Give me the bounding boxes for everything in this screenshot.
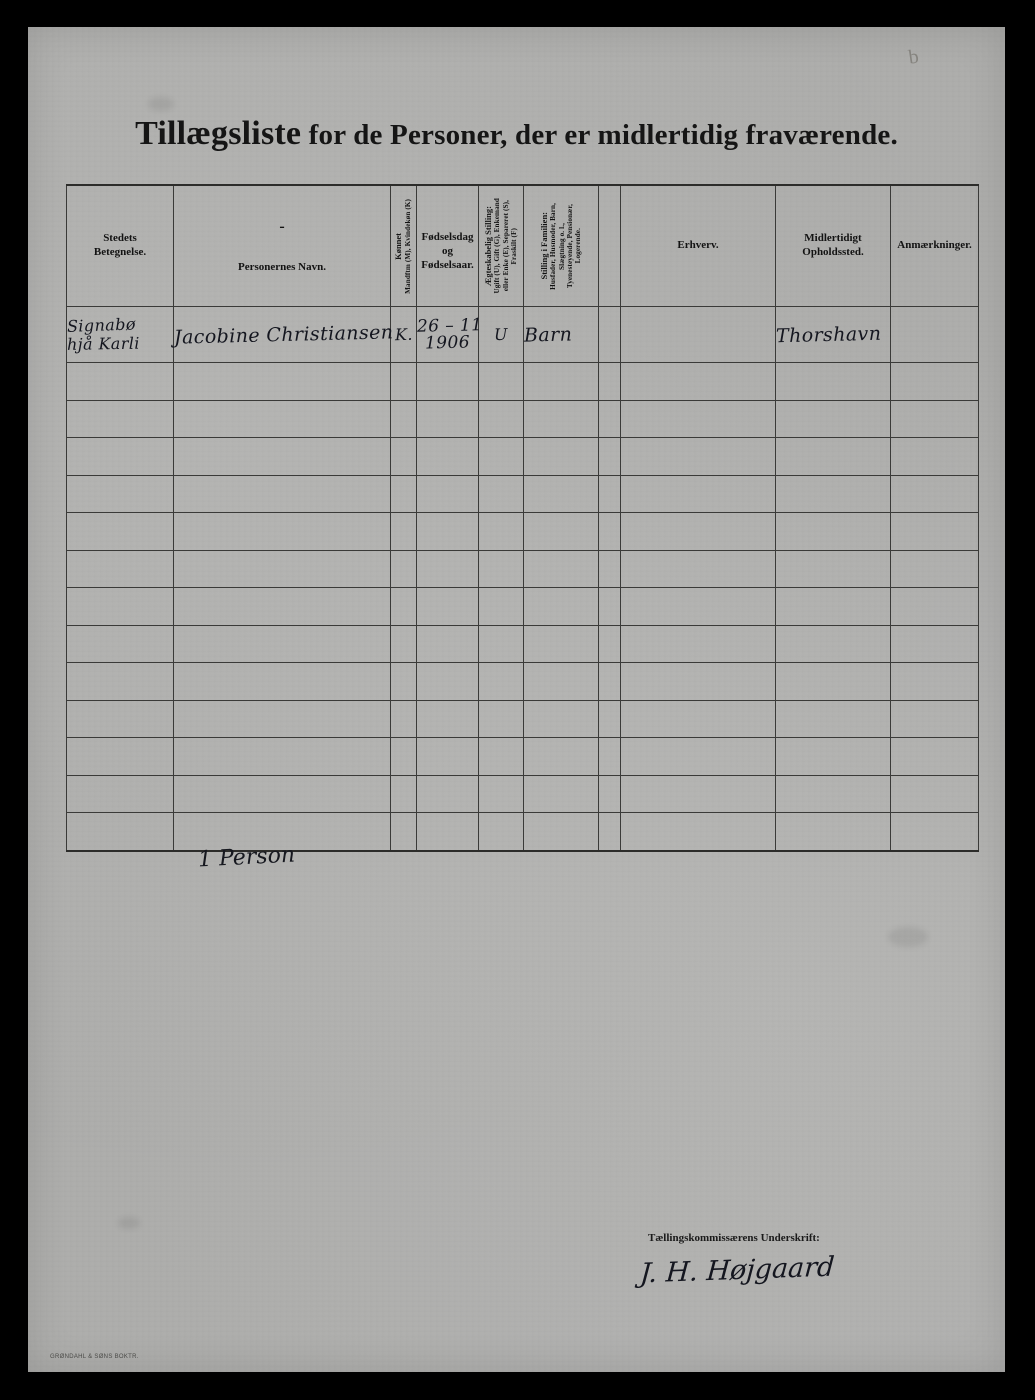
table-row[interactable] (67, 550, 979, 588)
persons-table (66, 184, 979, 852)
cell-place[interactable] (67, 475, 174, 513)
cell-sex-text: K. (394, 324, 413, 344)
cell-name[interactable] (174, 513, 391, 551)
column-header-remarks: Anmærkninger. (891, 185, 979, 307)
cell-name[interactable] (174, 775, 391, 813)
page-title-sub: for de Personer, der er midlertidig fraværende. (301, 119, 898, 151)
column-header-residence (776, 185, 891, 307)
cell-residence[interactable] (776, 438, 891, 476)
column-header-residence-line1: Midlertidigt (804, 232, 862, 245)
cell-remarks[interactable] (891, 400, 979, 438)
column-header-residence-line2: Opholdssted. (802, 246, 864, 258)
cell-occupation[interactable] (621, 700, 776, 738)
cell-residence[interactable] (776, 588, 891, 626)
paper-smudge (118, 1217, 140, 1229)
printer-imprint: GRØNDAHL & SØNS BOKTR. (50, 1354, 139, 1360)
cell-sex[interactable] (391, 775, 417, 813)
cell-birthdate[interactable] (417, 438, 479, 476)
column-header-family-line5: Logerende. (574, 228, 583, 264)
cell-place[interactable] (67, 700, 174, 738)
cell-birthdate[interactable] (417, 550, 479, 588)
cell-birthdate[interactable] (417, 663, 479, 701)
cell-marital[interactable] (479, 550, 524, 588)
cell-family[interactable] (524, 363, 599, 401)
cell-spacer (599, 700, 621, 738)
cell-name[interactable] (174, 550, 391, 588)
table-row[interactable] (67, 475, 979, 513)
cell-family[interactable] (524, 775, 599, 813)
cell-spacer (599, 663, 621, 701)
cell-family-text: Barn (523, 322, 573, 347)
cell-name[interactable] (174, 700, 391, 738)
cell-birth-day: 26 – 11 (416, 314, 483, 337)
cell-occupation[interactable] (621, 738, 776, 776)
cell-residence[interactable] (776, 625, 891, 663)
cell-sex[interactable] (391, 438, 417, 476)
column-header-name-dash: - (279, 218, 285, 236)
cell-marital[interactable] (479, 775, 524, 813)
cell-remarks[interactable] (891, 700, 979, 738)
cell-remarks[interactable] (891, 307, 979, 363)
person-count-annotation: 1 Person (197, 842, 296, 873)
cell-marital[interactable] (479, 738, 524, 776)
table-row[interactable] (67, 738, 979, 776)
cell-spacer (599, 438, 621, 476)
column-header-name-label: Personernes Navn. (238, 261, 326, 274)
cell-remarks[interactable] (891, 438, 979, 476)
cell-place-line1: Signabø (66, 314, 137, 336)
cell-spacer (599, 513, 621, 551)
cell-occupation[interactable] (621, 513, 776, 551)
cell-family[interactable] (524, 400, 599, 438)
cell-residence[interactable] (776, 700, 891, 738)
cell-name[interactable] (173, 307, 394, 363)
column-header-birth-line3: Fødselsaar. (421, 258, 474, 271)
cell-name[interactable] (174, 363, 391, 401)
cell-marital[interactable] (479, 663, 524, 701)
cell-occupation[interactable] (621, 363, 776, 401)
cell-birthdate[interactable] (417, 775, 479, 813)
column-header-spacer (599, 185, 621, 307)
cell-remarks[interactable] (891, 550, 979, 588)
cell-birthdate[interactable] (417, 625, 479, 663)
table-row[interactable] (67, 813, 979, 851)
table-row[interactable] (67, 513, 979, 551)
cell-sex[interactable] (391, 738, 417, 776)
table-row[interactable] (67, 625, 979, 663)
column-header-sex (391, 185, 417, 307)
cell-sex[interactable] (391, 588, 417, 626)
cell-occupation[interactable] (621, 588, 776, 626)
page-title (28, 115, 1005, 153)
cell-family[interactable] (524, 588, 599, 626)
cell-name[interactable] (174, 475, 391, 513)
cell-occupation[interactable] (621, 438, 776, 476)
column-header-marital-line1: Ægteskabelig Stilling: (482, 205, 493, 287)
column-header-place (67, 185, 174, 307)
persons-table-container (66, 184, 978, 839)
cell-marital[interactable] (479, 438, 524, 476)
cell-occupation[interactable] (621, 550, 776, 588)
cell-remarks[interactable] (891, 588, 979, 626)
table-row[interactable] (67, 700, 979, 738)
cell-residence[interactable] (776, 307, 891, 363)
cell-place[interactable] (67, 550, 174, 588)
cell-family[interactable] (524, 438, 599, 476)
cell-residence[interactable] (776, 475, 891, 513)
cell-place[interactable] (67, 813, 174, 851)
cell-residence-text: Thorshavn (775, 322, 882, 347)
cell-remarks[interactable] (891, 363, 979, 401)
cell-sex[interactable] (391, 363, 417, 401)
column-header-sex-line1: Kønnet (393, 232, 404, 260)
cell-marital-text: U (493, 324, 509, 344)
cell-name[interactable] (174, 663, 391, 701)
cell-place[interactable] (67, 663, 174, 701)
cell-place[interactable] (67, 775, 174, 813)
cell-remarks[interactable] (891, 625, 979, 663)
cell-occupation[interactable] (621, 663, 776, 701)
cell-name[interactable] (174, 400, 391, 438)
cell-family[interactable] (524, 700, 599, 738)
cell-marital[interactable] (479, 400, 524, 438)
column-header-family-line3: Slægtning o. l., (557, 222, 566, 270)
cell-family[interactable] (524, 663, 599, 701)
paper-smudge (888, 927, 928, 947)
cell-family[interactable] (524, 307, 599, 363)
cell-residence[interactable] (776, 775, 891, 813)
cell-residence[interactable] (776, 513, 891, 551)
cell-spacer (599, 625, 621, 663)
column-header-birth (417, 185, 479, 307)
cell-sex[interactable] (391, 700, 417, 738)
column-header-marital-line4: Fraskilt (F) (510, 227, 519, 265)
cell-residence[interactable] (776, 663, 891, 701)
cell-marital[interactable] (479, 588, 524, 626)
cell-remarks[interactable] (891, 513, 979, 551)
table-row[interactable] (67, 400, 979, 438)
cell-spacer (599, 738, 621, 776)
cell-name[interactable] (174, 438, 391, 476)
column-header-family-line4: Tyenesteyende, Pensionær, (565, 203, 574, 289)
cell-occupation[interactable] (621, 400, 776, 438)
cell-sex[interactable] (391, 513, 417, 551)
cell-sex[interactable] (391, 475, 417, 513)
page-title-main: Tillægsliste (135, 115, 302, 152)
cell-birthdate[interactable] (417, 400, 479, 438)
cell-name[interactable] (174, 588, 391, 626)
cell-birthdate[interactable] (417, 513, 479, 551)
cell-name[interactable] (174, 625, 391, 663)
column-header-marital-line2: Ugift (U), Gift (G), Enkemand (493, 198, 502, 294)
column-header-marital (479, 185, 524, 307)
cell-place-line2: hjå Karli (66, 333, 141, 354)
cell-occupation[interactable] (621, 775, 776, 813)
cell-marital[interactable] (479, 307, 524, 363)
column-header-family (524, 185, 599, 307)
archival-corner-mark: b (907, 45, 921, 69)
cell-spacer (599, 813, 621, 851)
column-header-place-line2: Betegnelse. (93, 246, 147, 258)
cell-sex[interactable] (391, 813, 417, 851)
cell-birthdate[interactable] (417, 738, 479, 776)
column-header-name (174, 185, 391, 307)
cell-place[interactable] (67, 363, 174, 401)
cell-place[interactable] (67, 307, 174, 363)
cell-sex[interactable] (391, 400, 417, 438)
cell-occupation[interactable] (621, 813, 776, 851)
cell-marital[interactable] (479, 625, 524, 663)
cell-spacer (599, 363, 621, 401)
column-header-place-line1: Stedets (103, 232, 137, 245)
cell-family[interactable] (524, 813, 599, 851)
cell-birthdate[interactable] (417, 475, 479, 513)
cell-family[interactable] (524, 475, 599, 513)
cell-place[interactable] (67, 513, 174, 551)
cell-family[interactable] (524, 625, 599, 663)
signature-handwriting: J. H. Højgaard (638, 1251, 836, 1290)
cell-place[interactable] (67, 625, 174, 663)
cell-place[interactable] (67, 438, 174, 476)
column-header-family-line2: Husfader, Husmoder, Barn, (549, 202, 558, 290)
cell-spacer (599, 775, 621, 813)
cell-occupation[interactable] (621, 475, 776, 513)
cell-marital[interactable] (479, 513, 524, 551)
cell-family[interactable] (524, 738, 599, 776)
cell-spacer (599, 475, 621, 513)
cell-residence[interactable] (776, 813, 891, 851)
paper-smudge (148, 97, 174, 111)
column-header-sex-line2: Mandftm (M), Kvindekøn (K) (404, 198, 413, 294)
cell-spacer (599, 400, 621, 438)
column-header-birth-line2: og (442, 245, 453, 258)
table-row[interactable] (67, 775, 979, 813)
cell-residence[interactable] (776, 738, 891, 776)
cell-name-text: Jacobine Christiansen (173, 320, 394, 349)
cell-remarks[interactable] (891, 775, 979, 813)
cell-remarks[interactable] (891, 813, 979, 851)
cell-family[interactable] (524, 550, 599, 588)
cell-marital[interactable] (479, 700, 524, 738)
column-header-birth-line1: Fødselsdag (421, 231, 474, 244)
cell-sex[interactable] (391, 663, 417, 701)
cell-family[interactable] (524, 513, 599, 551)
table-header-row (67, 185, 979, 307)
table-row[interactable] (67, 307, 979, 363)
cell-sex[interactable] (391, 550, 417, 588)
signature-label: Tællingskommissærens Underskrift: (648, 1232, 820, 1244)
cell-place[interactable] (67, 588, 174, 626)
cell-sex[interactable] (391, 307, 417, 363)
column-header-family-line1: Stilling i Familien: (538, 212, 549, 280)
cell-occupation[interactable] (621, 307, 776, 363)
cell-birthdate[interactable] (417, 813, 479, 851)
cell-birthdate[interactable] (417, 700, 479, 738)
cell-remarks[interactable] (891, 663, 979, 701)
cell-place[interactable] (67, 738, 174, 776)
cell-spacer (599, 550, 621, 588)
table-body (67, 307, 979, 851)
cell-occupation[interactable] (621, 625, 776, 663)
column-header-occupation: Erhverv. (621, 185, 776, 307)
cell-name[interactable] (174, 738, 391, 776)
cell-spacer (599, 588, 621, 626)
cell-sex[interactable] (391, 625, 417, 663)
table-row[interactable] (67, 588, 979, 626)
cell-place[interactable] (67, 400, 174, 438)
cell-residence[interactable] (776, 550, 891, 588)
cell-birthdate[interactable] (417, 588, 479, 626)
cell-marital[interactable] (479, 363, 524, 401)
table-row[interactable] (67, 363, 979, 401)
cell-birthdate[interactable] (417, 363, 479, 401)
cell-marital[interactable] (479, 813, 524, 851)
cell-spacer (599, 307, 621, 363)
column-header-marital-line3: eller Enke (E), Separeret (S), (501, 200, 510, 292)
cell-birthdate[interactable] (416, 307, 483, 363)
census-form-page (28, 27, 1005, 1372)
cell-remarks[interactable] (891, 738, 979, 776)
cell-remarks[interactable] (891, 475, 979, 513)
cell-residence[interactable] (776, 363, 891, 401)
cell-residence[interactable] (776, 400, 891, 438)
table-row[interactable] (67, 663, 979, 701)
cell-marital[interactable] (479, 475, 524, 513)
cell-birth-year: 1906 (424, 331, 471, 354)
table-row[interactable] (67, 438, 979, 476)
